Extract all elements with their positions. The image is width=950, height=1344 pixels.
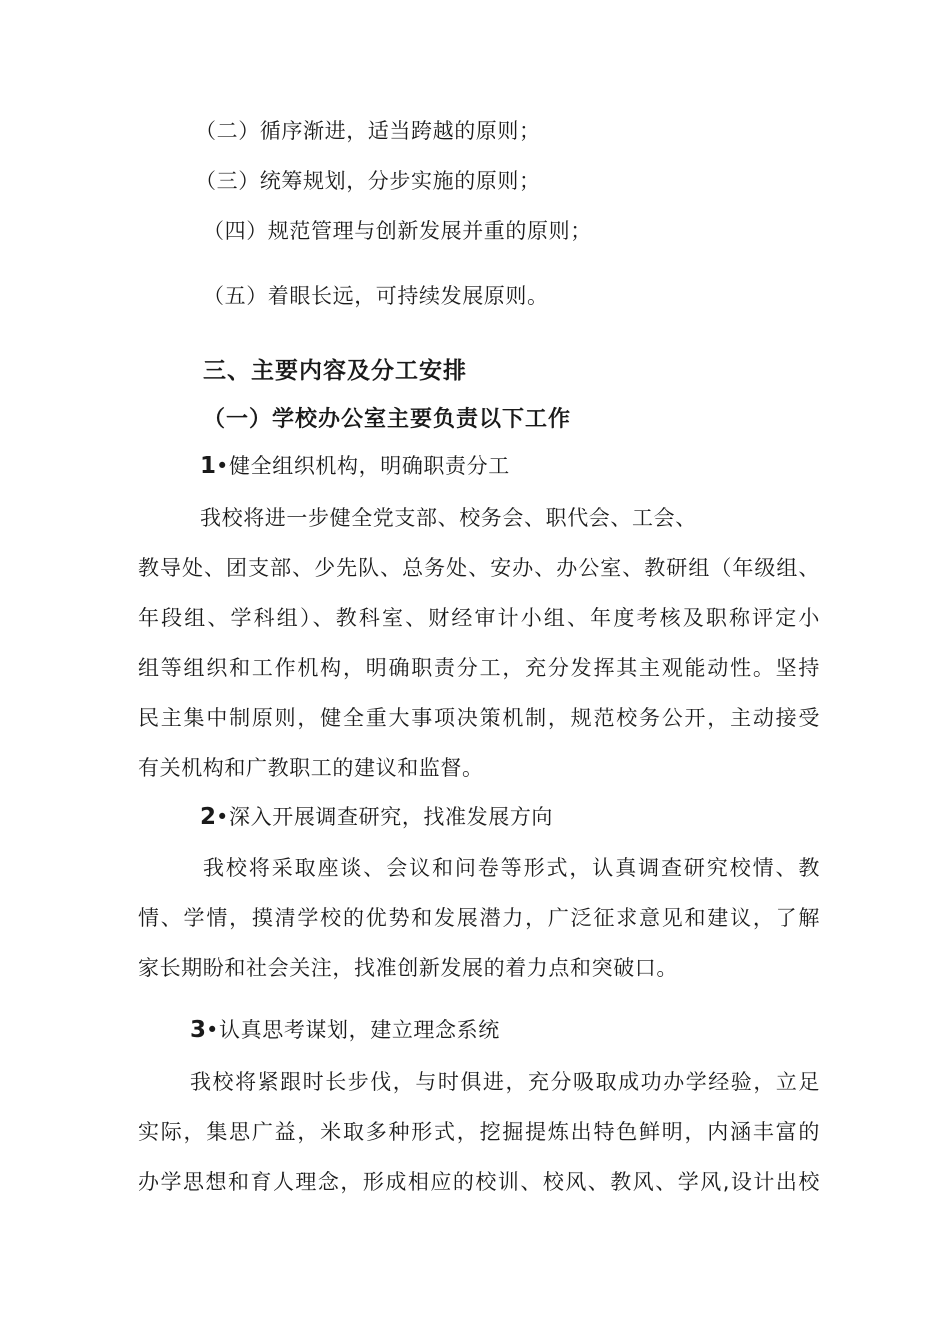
item-1-title: 健全组织机构，明确职责分工 (229, 454, 510, 478)
item-3-line-3: 办学思想和育人理念，形成相应的校训、校风、教风、学风,设计出校 (138, 1170, 820, 1194)
item-2-bullet: • (216, 805, 230, 829)
item-2-number: 2 (200, 804, 217, 830)
item-2-line-1: 我校将采取座谈、会议和问卷等形式，认真调查研究校情、教 (203, 856, 820, 880)
item-1-line-1: 我校将进一步健全党支部、校务会、职代会、工会、 (200, 506, 697, 530)
item-1-line-5: 民主集中制原则，健全重大事项决策机制，规范校务公开，主动接受 (138, 706, 820, 730)
item-1-bullet: • (216, 454, 230, 478)
item-2-line-2: 情、学情，摸清学校的优势和发展潜力，广泛征求意见和建议，了解 (138, 906, 820, 930)
item-1-line-4: 组等组织和工作机构，明确职责分工，充分发挥其主观能动性。坚持 (138, 656, 820, 680)
item-2-title: 深入开展调查研究，找准发展方向 (229, 805, 554, 829)
item-2-line-3: 家长期盼和社会关注，找准创新发展的着力点和突破口。 (138, 956, 678, 980)
item-3-title: 认真思考谋划，建立理念系统 (219, 1018, 500, 1042)
section-title: 三、主要内容及分工安排 (203, 358, 467, 384)
item-3-bullet: • (206, 1018, 220, 1042)
principle-3: （三）统筹规划，分步实施的原则； (195, 169, 541, 193)
principle-5: （五）着眼长远，可持续发展原则。 (203, 284, 549, 308)
item-1-heading (200, 452, 510, 480)
principle-2: （二）循序渐进，适当跨越的原则； (195, 119, 541, 143)
item-1-line-2: 教导处、团支部、少先队、总务处、安办、办公室、教研组（年级组、 (138, 556, 820, 580)
item-3-line-2: 实际，集思广益，米取多种形式，挖掘提炼出特色鲜明，内涵丰富的 (138, 1120, 820, 1144)
item-1-number: 1 (200, 453, 217, 479)
principle-4: （四）规范管理与创新发展并重的原则； (203, 219, 592, 243)
item-1-line-6: 有关机构和广教职工的建议和监督。 (138, 756, 484, 780)
item-3-heading (190, 1016, 500, 1044)
item-1-line-3: 年段组、学科组）、教科室、财经审计小组、年度考核及职称评定小 (138, 606, 820, 630)
item-2-heading (200, 803, 553, 831)
item-3-line-1: 我校将紧跟时长步伐，与时俱进，充分吸取成功办学经验，立足 (190, 1070, 820, 1094)
subsection-title: （一）学校办公室主要负责以下工作 (203, 407, 572, 432)
item-3-number: 3 (190, 1017, 207, 1043)
